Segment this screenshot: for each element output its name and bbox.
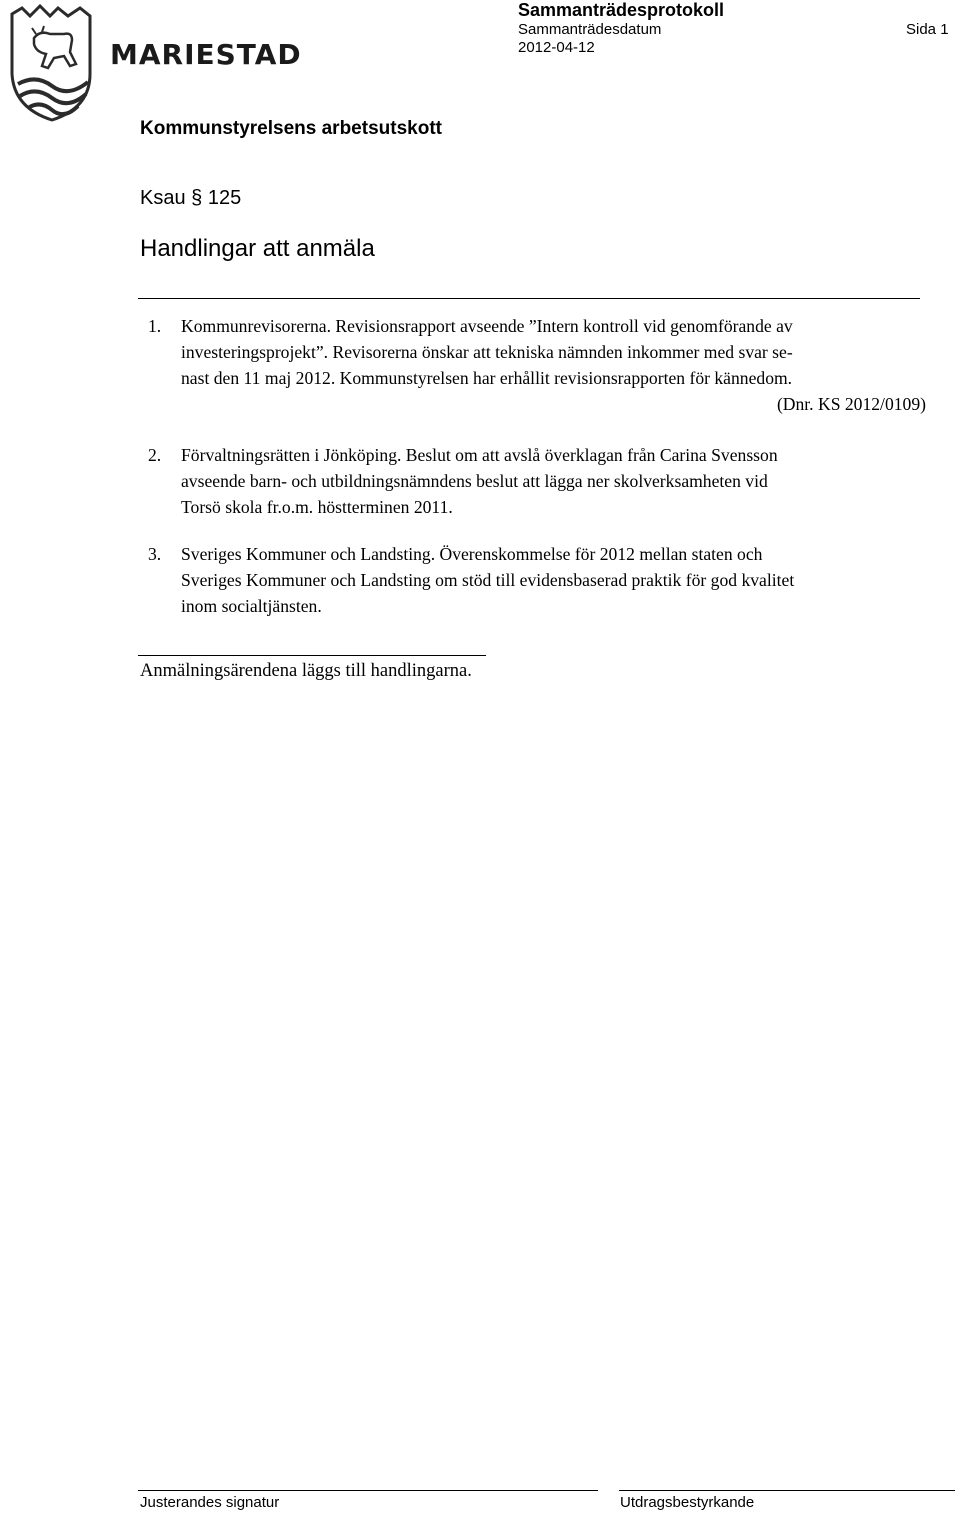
list-item-text [181,541,956,619]
page-number: Sida 1 [906,21,949,38]
meeting-date: 2012-04-12 [518,39,595,56]
list-item-line: Sveriges Kommuner och Landsting. Överenskommelse för 2012 mellan staten och [181,544,763,564]
meeting-date-label: Sammanträdesdatum [518,21,662,38]
signature-line [138,1490,598,1491]
protocol-title: Sammanträdesprotokoll [518,0,725,20]
list-item-line: Kommunrevisorerna. Revisionsrapport avseende ”Intern kontroll vid genomförande av [181,316,793,336]
mariestad-logo [6,4,302,124]
coat-of-arms-icon [6,4,98,124]
decision-divider [138,655,486,656]
list-item-number: 1. [148,316,162,336]
list-item-line: Torsö skola fr.o.m. höstterminen 2011. [181,497,453,517]
list-item-line: avseende barn- och utbildningsnämndens beslut att lägga ner skolverksamheten vid [181,471,768,491]
list-item-line: Sveriges Kommuner och Landsting om stöd till evidensbaserad praktik för god kvalitet [181,570,795,590]
list-item-line: inom socialtjänsten. [181,596,322,616]
heading-divider [138,298,920,299]
organization-name: Kommunstyrelsens arbetsutskott [140,118,442,139]
certification-line [619,1490,955,1491]
decision-text: Anmälningsärendena läggs till handlingarna. [140,661,472,681]
list-item-line: investeringsprojekt”. Revisorerna önskar att tekniska nämnden inkommer med svar se- [181,342,793,362]
certification-label: Utdragsbestyrkande [620,1494,755,1511]
list-item-reference: (Dnr. KS 2012/0109) [776,394,926,414]
list-item-number: 2. [148,445,162,465]
list-item-line: nast den 11 maj 2012. Kommunstyrelsen har erhållit revisionsrapporten för kännedom. [181,368,793,388]
logo-wordmark: MARIESTAD [110,38,302,71]
list-item-line: Förvaltningsrätten i Jönköping. Beslut om att avslå överklagan från Carina Svensson [181,445,778,465]
list-item-number: 3. [148,544,162,564]
signature-label: Justerandes signatur [140,1494,280,1511]
list-item-text [181,313,956,417]
list-item-text [181,442,956,520]
paragraph-reference: Ksau § 125 [140,187,242,209]
page-title: Handlingar att anmäla [140,235,375,262]
